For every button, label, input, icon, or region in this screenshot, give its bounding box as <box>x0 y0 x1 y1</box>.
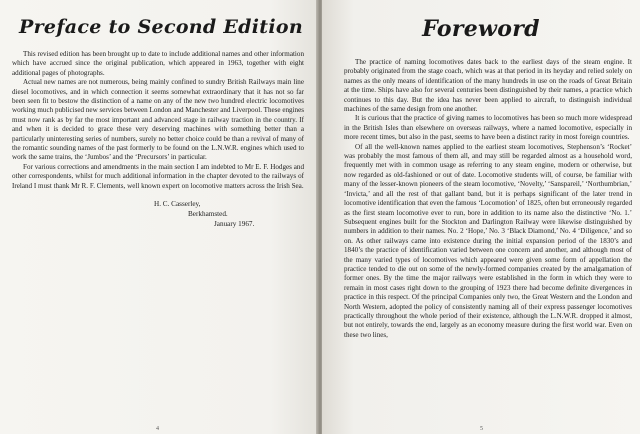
foreword-paragraph: Of all the well-known names applied to the earliest steam locomotives, Stephenson’s ‘Rocket’ was probably the most famous of them all, and may still be regarded almost as a household word, frequently met with in common usage as referring to any steam engine, modern or otherwise, but now regarded as old-fashioned or out of date. Locomotive students will, of course, be familiar with many of the lesser-known pioneers of the steam locomotive, ‘Novelty,’ ‘Sanspareil,’ ‘Northumbrian,’ ‘Invicta,’ and all the rest of that gallant band, but it is perhaps significant of the later trend in locomotive identification that even the famous ‘Locomotion’ of 1825, often but erroneously regarded as the first steam locomotive ever to run, bore in addition to its name also the distinctive ‘No. 1.’ Subsequent engines built for the Stockton and Darlington Railway were likewise distinguished by numbers in addition to their names. No. 2 ‘Hope,’ No. 3 ‘Black Diamond,’ No. 4 ‘Diligence,’ and so on. As other railways came into existence during the initial expansion period of the 1830’s and 1840’s the practice of identification varied between one concern and another, and although most of the many varied types of locomotives which appeared were given some form of appellation the practice tended to die out on some of the newly-formed companies created by the amalgamation of former ones. By the time the major railways were established in the form in which they were to remain in most cases right down to the grouping of 1923 there had become definite divergences in practice in this respect. Of the principal Companies only two, the Great Western and the London and North Western, adopted the policy of consistently naming all of their express passenger locomotives practically throughout the whole period of their existence, although the L.N.W.R. dropped it almost, but not entirely, towards the end, largely as an economy measure during the first world war. Even on these two lines, <box>344 142 632 339</box>
preface-paragraph: Actual new names are not numerous, being mainly confined to sundry British Railways main line diesel locomotives, and in which connection it seems somewhat extraordinary that it has not so far been seen fit to bestow the distinction of a name on any of the new two hundred electric locomotives working much publicised new services between London and Manchester and Liverpool. These engines must now rank as by far the most important and advanced stage in railway traction in the country. If and when it is decided to grace these very deserving machines with something better than a particularly uninteresting series of numbers, surely no better choice could be than a revival of many of the romantic sounding names of the past formerly to be found on the L.N.W.R. engines which used to work the same trains, the ‘Jumbos’ and the ‘Precursors’ in particular. <box>12 78 305 162</box>
signature-date: January 1967. <box>214 220 255 229</box>
foreword-paragraph: The practice of naming locomotives dates back to the earliest days of the steam engine. It probably originated from the stage coach, which was at that period in its heyday and relied solely on names as the only means of identification of the many hundreds in use on the roads of Great Britain at the time. Ships have also for several centuries been distinguished by their names, a practice which continues to this day. But the idea has never been applied to aircraft, to distinguish individual machines of the same design from one another. <box>344 58 632 114</box>
foreword-paragraph: It is curious that the practice of giving names to locomotives has been so much more widespread in the British Isles than elsewhere on overseas railways, where a named locomotive, especially in more recent times, but also in the past, seems to have been a distinct rarity in most foreign countries. <box>344 114 632 142</box>
left-page <box>0 0 318 434</box>
preface-body <box>12 50 305 229</box>
preface-paragraph: This revised edition has been brought up to date to include additional names and other information which have accrued since the original publication, which appeared in 1963, together with eight additional pages of photographs. <box>12 50 304 77</box>
foreword-body <box>344 58 632 340</box>
right-page <box>322 0 640 434</box>
signature-place: Berkhamsted. <box>188 210 228 219</box>
preface-paragraph: For various corrections and amendments in the main section I am indebted to Mr E. F. Hodges and other correspondents, whilst for much additional information in the chapter devoted to the railways of Ireland I must thank Mr R. F. Clements, well known expert on locomotive matters across the Irish Sea. <box>12 162 304 190</box>
page-number: 5 <box>480 426 483 432</box>
signature-name: H. C. Casserley, <box>154 200 201 209</box>
page-number: 4 <box>156 426 159 432</box>
foreword-heading: Foreword <box>422 16 540 42</box>
preface-heading: Preface to Second Edition <box>19 16 303 38</box>
